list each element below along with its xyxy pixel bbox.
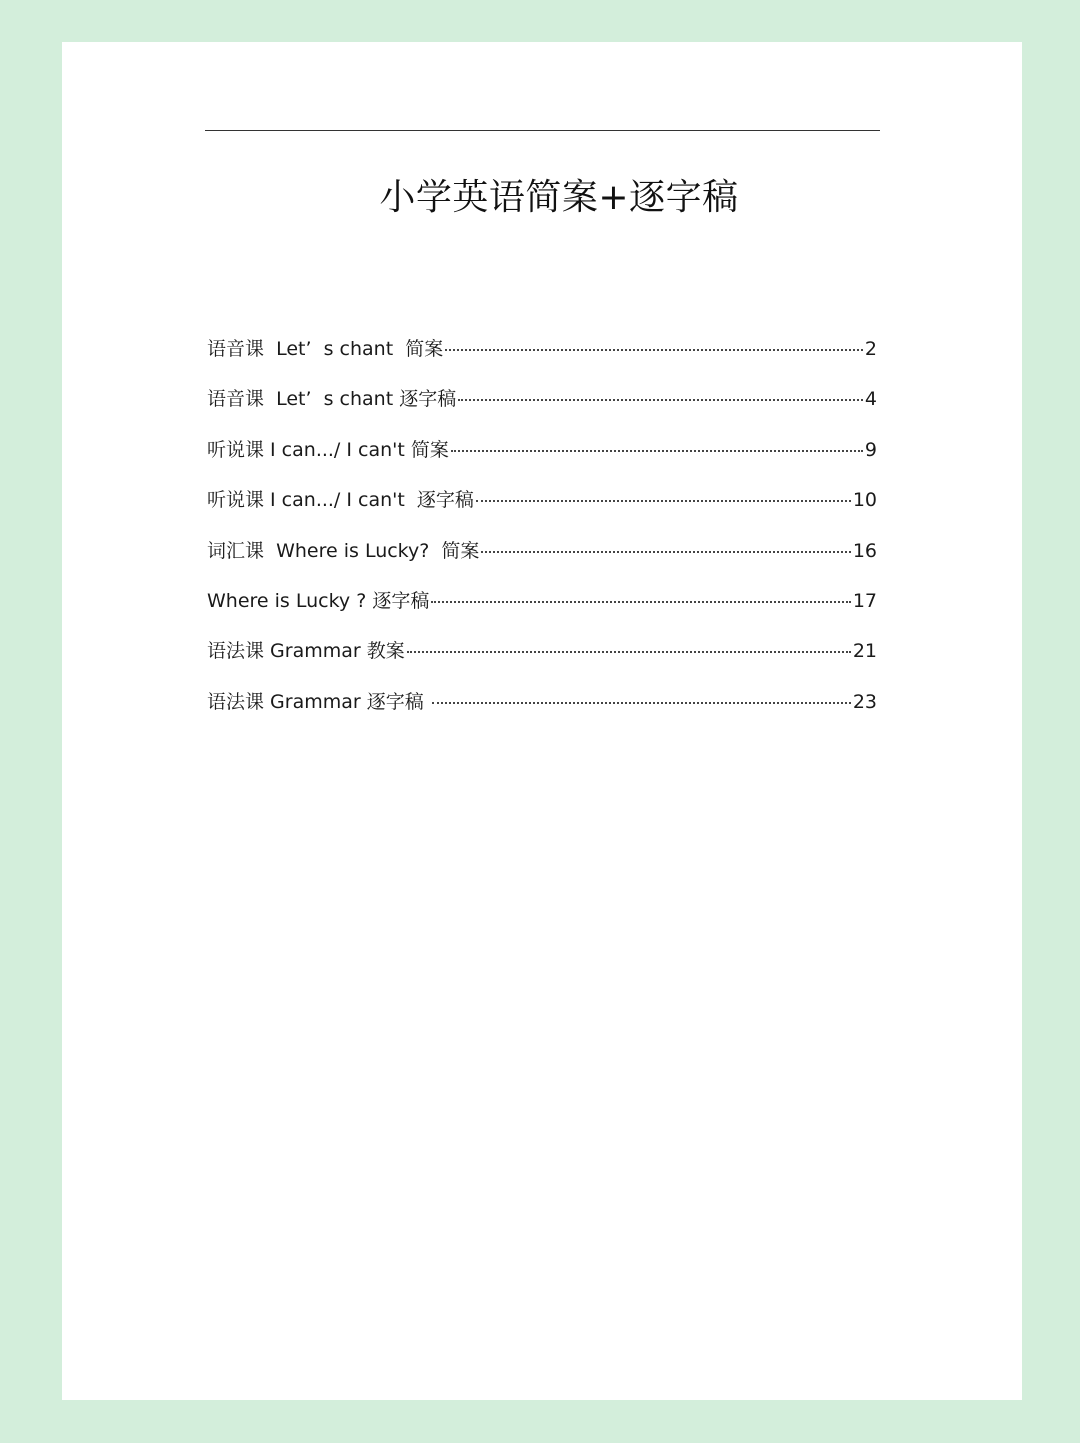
toc-page-number: 10 (852, 489, 877, 512)
table-of-contents (207, 332, 877, 735)
document-title: 小学英语简案+逐字稿 (379, 177, 739, 218)
toc-entry[interactable] (207, 634, 877, 684)
toc-entry-label: 词汇课 Where is Lucky? 简案 (207, 539, 480, 562)
toc-page-number: 17 (852, 589, 877, 612)
toc-page-number: 21 (852, 640, 877, 663)
toc-entry[interactable] (207, 584, 877, 634)
toc-entry-label: Where is Lucky ? 逐字稿 (207, 589, 430, 612)
toc-page-number: 23 (852, 690, 877, 713)
toc-entry-label: 语法课 Grammar 逐字稿 (207, 690, 430, 713)
toc-entry-label: 语法课 Grammar 教案 (207, 640, 405, 663)
toc-entry[interactable] (207, 685, 877, 735)
toc-dot-leader (431, 601, 850, 603)
toc-entry-label: 语音课 Let’ s chant 逐字稿 (207, 388, 457, 411)
toc-page-number: 4 (864, 388, 877, 411)
toc-dot-leader (476, 500, 851, 502)
toc-entry[interactable] (207, 433, 877, 483)
toc-dot-leader (445, 349, 863, 351)
toc-entry[interactable] (207, 534, 877, 584)
toc-dot-leader (481, 551, 850, 553)
toc-dot-leader (432, 702, 851, 704)
toc-entry-label: 语音课 Let’ s chant 简案 (207, 338, 444, 360)
toc-page-number: 2 (864, 338, 877, 360)
toc-entry[interactable] (207, 382, 877, 432)
toc-dot-leader (451, 450, 863, 452)
toc-page-number: 9 (864, 438, 877, 461)
toc-entry-label: 听说课 I can.../ I can't 简案 (207, 438, 449, 461)
toc-dot-leader (407, 651, 851, 653)
toc-entry[interactable] (207, 332, 877, 382)
toc-dot-leader (458, 399, 863, 401)
toc-entry[interactable] (207, 483, 877, 533)
toc-entry-label: 听说课 I can.../ I can't 逐字稿 (207, 489, 474, 512)
header-rule (205, 130, 880, 131)
document-page (62, 42, 1022, 1400)
toc-page-number: 16 (852, 539, 877, 562)
